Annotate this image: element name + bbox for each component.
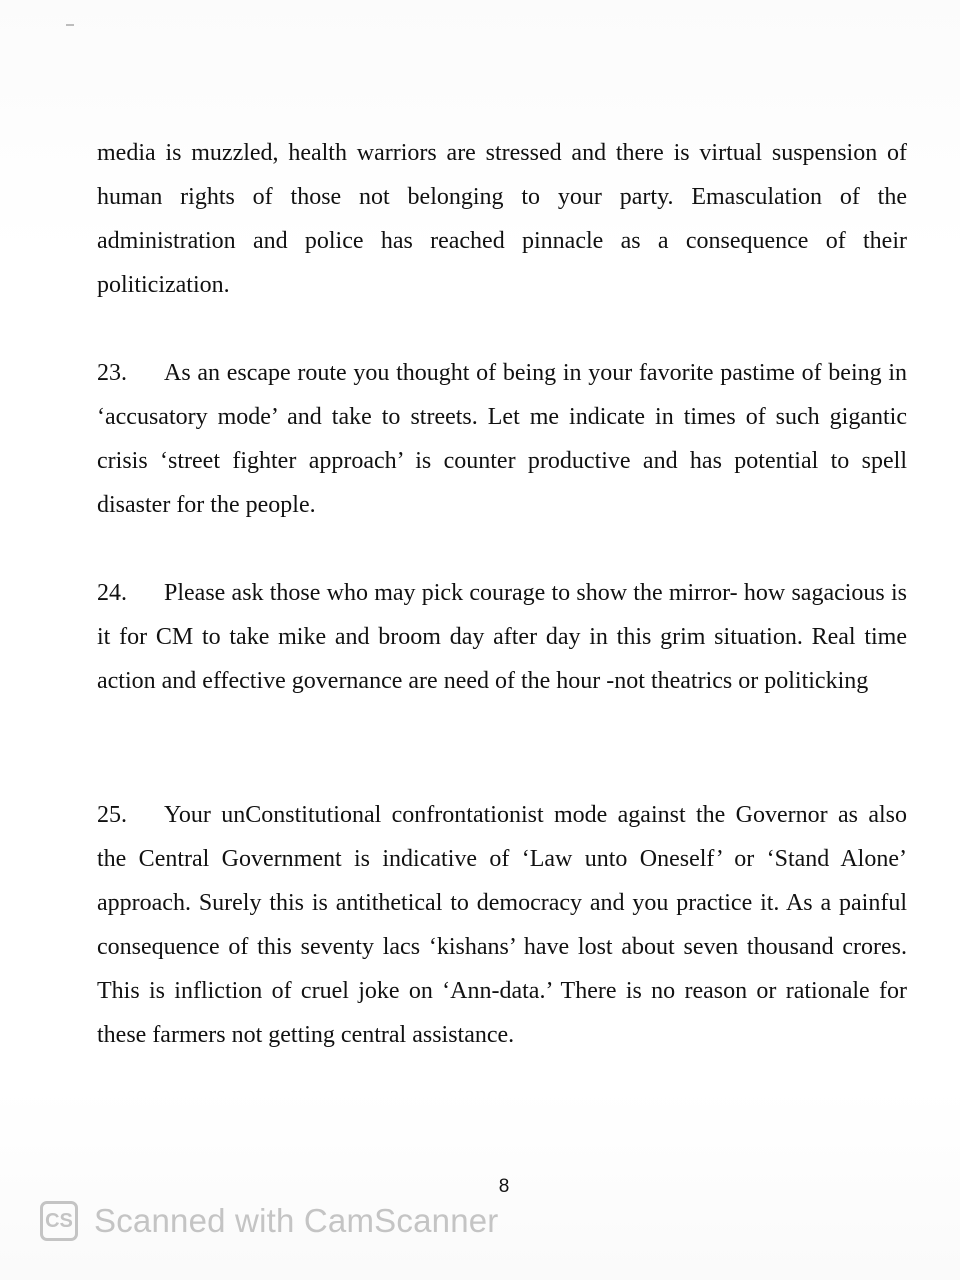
scan-mark <box>66 24 74 26</box>
paragraph-text: Your unConstitutional confrontationist mode against the Governor as also the Central Government is indicative of ‘Law unto Oneself’ or ‘Stand Alone’ approach. Surely this is antithetical to democracy and you practice it. As a painful consequence of this seventy lacs ‘kishans’ have lost about seven thousand crores. This is infliction of cruel joke on ‘Ann-data.’ There is no reason or rationale for these farmers not getting central assistance. <box>97 802 907 1048</box>
paragraph-25 <box>97 793 907 1057</box>
paragraph-text: media is muzzled, health warriors are stressed and there is virtual suspension of human rights of those not belonging to your party. Emasculation of the administration and police has reached pinnacle as a consequence of their politicization. <box>97 140 907 298</box>
camscanner-watermark <box>40 1201 498 1241</box>
paragraph-23 <box>97 351 907 527</box>
watermark-text: Scanned with CamScanner <box>94 1202 499 1239</box>
paragraph-text: As an escape route you thought of being in your favorite pastime of being in ‘accusatory mode’ and take to streets. Let me indicate in times of such gigantic crisis ‘street fighter approach’ is counter productive and has potential to spell disaster for the people. <box>97 360 907 518</box>
paragraph-text: Please ask those who may pick courage to show the mirror- how sagacious is it for CM to take mike and broom day after day in this grim situation. Real time action and effective governance are need of the hour -not theatrics or politicking <box>97 580 907 694</box>
paragraph-continuation <box>97 131 907 307</box>
paragraph-number: 23. <box>97 360 127 386</box>
paragraph-24 <box>97 571 907 703</box>
page-number: 8 <box>498 1176 510 1197</box>
paragraph-number: 24. <box>97 580 127 606</box>
paragraph-number: 25. <box>97 802 127 828</box>
camscanner-logo-icon: CS <box>40 1201 78 1241</box>
